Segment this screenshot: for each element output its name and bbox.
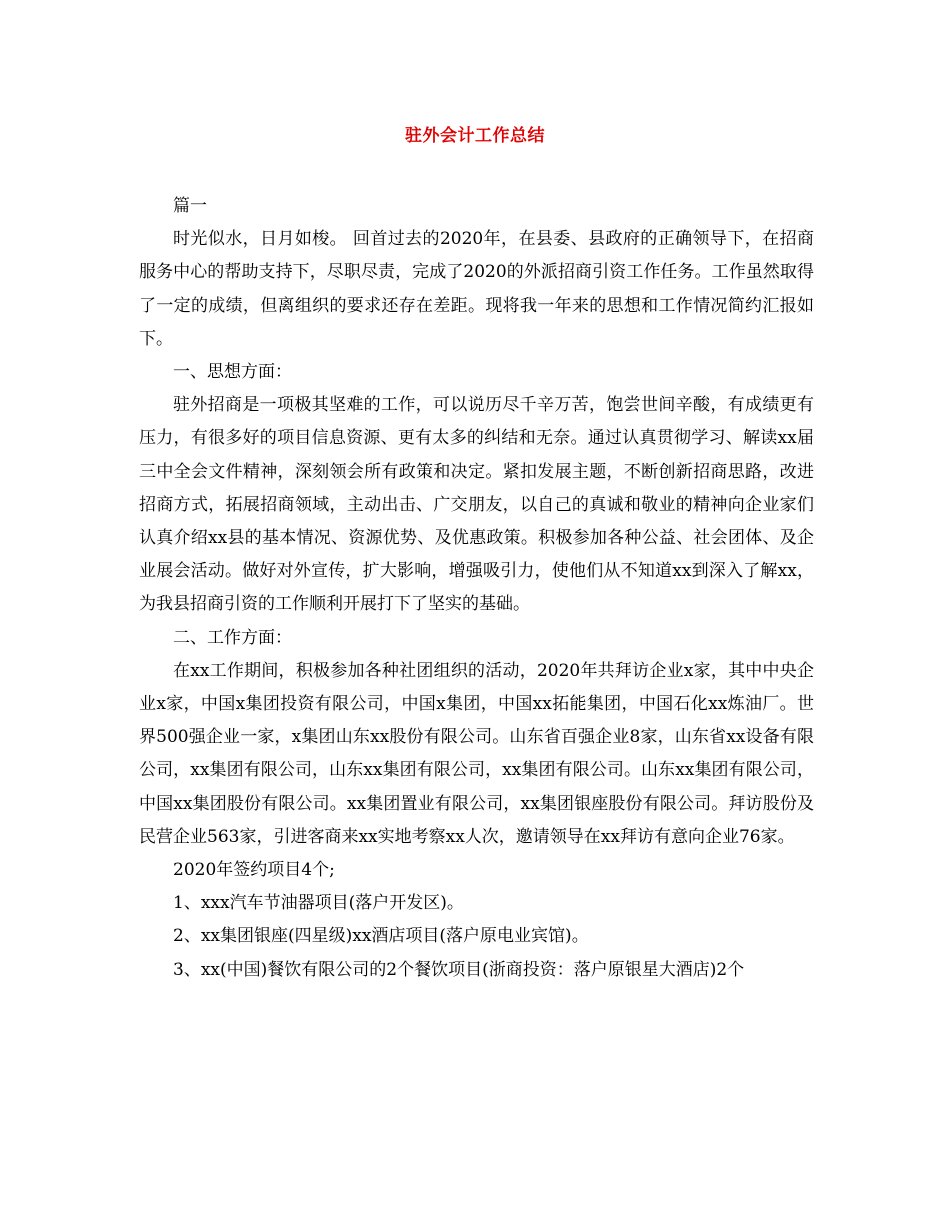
- section-heading-thought: 一、思想方面：: [173, 362, 292, 383]
- projects-summary: 2020年签约项目4个;: [173, 860, 335, 881]
- intro-paragraph: 时光似水，日月如梭。 回首过去的2020年，在县委、县政府的正确领导下，在招商服务中心的帮助支持下，尽职尽责，完成了2020的外派招商引资工作任务。工作虽然取得了一定的成绩，但离组织的要求还存在差距。现将我一年来的思想和工作情况简约汇报如下。: [139, 229, 814, 349]
- document-title: 驻外会计工作总结: [405, 126, 545, 146]
- section-label: 篇一: [173, 196, 207, 216]
- project-item: 3、xx(中国)餐饮有限公司的2个餐饮项目(浙商投资：落户原银星大酒店)2个: [173, 959, 745, 980]
- project-item: 1、xxx汽车节油器项目(落户开发区)。: [173, 893, 464, 914]
- document-body: [139, 190, 814, 987]
- section-heading-work: 二、工作方面：: [173, 627, 292, 648]
- thought-paragraph: 驻外招商是一项极其坚难的工作，可以说历尽千辛万苦，饱尝世间辛酸，有成绩更有压力，有很多好的项目信息资源、更有太多的纠结和无奈。通过认真贯彻学习、解读xx届三中全会文件精神，深刻领会所有政策和决定。紧扣发展主题，不断创新招商思路，改进招商方式，拓展招商领域，主动出击、广交朋友，以自己的真诚和敬业的精神向企业家们认真介绍xx县的基本情况、资源优势、及优惠政策。积极参加各种公益、社会团体、及企业展会活动。做好对外宣传，扩大影响，增强吸引力，使他们从不知道xx到深入了解xx，为我县招商引资的工作顺利开展打下了坚实的基础。: [139, 395, 814, 615]
- project-item: 2、xx集团银座(四星级)xx酒店项目(落户原电业宾馆)。: [173, 926, 589, 947]
- work-paragraph: 在xx工作期间，积极参加各种社团组织的活动，2020年共拜访企业x家，其中中央企业x家，中国x集团投资有限公司，中国x集团，中国xx拓能集团，中国石化xx炼油厂。世界500强企业一家，x集团山东xx股份有限公司。山东省百强企业8家，山东省xx设备有限公司，xx集团有限公司，山东xx集团有限公司，xx集团有限公司。山东xx集团有限公司，中国xx集团股份有限公司。xx集团置业有限公司，xx集团银座股份有限公司。拜访股份及民营企业563家，引进客商来xx实地考察xx人次，邀请领导在xx拜访有意向企业76家。: [139, 660, 814, 847]
